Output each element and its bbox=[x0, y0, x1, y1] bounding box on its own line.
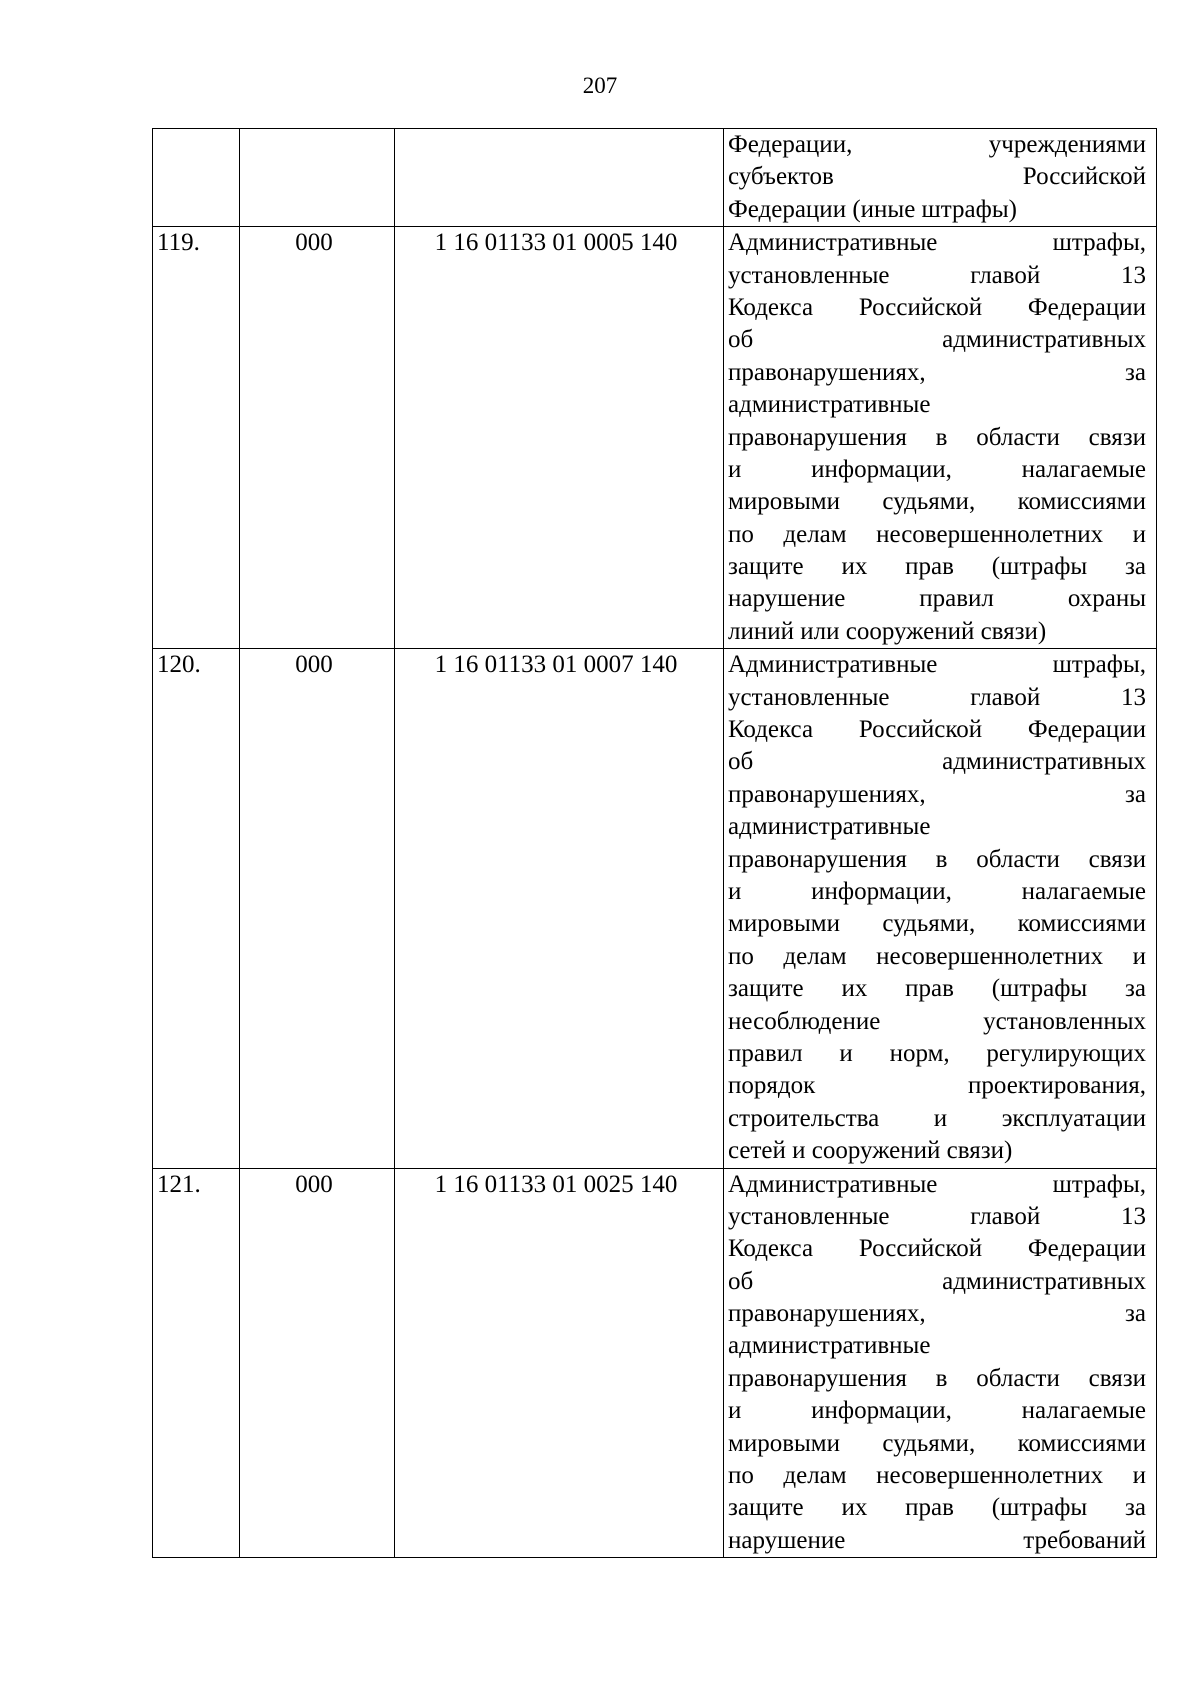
description-line: Федерации (иные штрафы) bbox=[728, 195, 1017, 223]
kbk-code-cell: 1 16 01133 01 0007 140 bbox=[395, 649, 724, 1168]
description-line: и информации, налагаемые bbox=[728, 1397, 1146, 1425]
description-cell bbox=[724, 649, 1157, 1168]
description-line: и информации, налагаемые bbox=[728, 877, 1146, 905]
description-line: линий или сооружений связи) bbox=[728, 617, 1047, 645]
row-number-cell: 120. bbox=[153, 649, 240, 1168]
description-line: по делам несовершеннолетних и bbox=[728, 942, 1146, 970]
table-row bbox=[153, 129, 1157, 227]
description-line: строительства и эксплуатации bbox=[728, 1104, 1146, 1132]
kbk-code-cell bbox=[395, 129, 724, 227]
description-line: правил и норм, регулирующих bbox=[728, 1039, 1146, 1067]
description-line: по делам несовершеннолетних и bbox=[728, 520, 1146, 548]
description-line: мировыми судьями, комиссиями bbox=[728, 488, 1146, 516]
description-line: правонарушения в области связи bbox=[728, 1364, 1146, 1392]
description-line: Административные штрафы, bbox=[728, 229, 1146, 257]
description-line: по делам несовершеннолетних и bbox=[728, 1462, 1146, 1490]
description-line: установленные главой 13 bbox=[728, 683, 1146, 711]
description-line: Административные штрафы, bbox=[728, 651, 1146, 679]
table-body bbox=[153, 129, 1157, 1558]
admin-code-cell: 000 bbox=[240, 649, 395, 1168]
description-line: Кодекса Российской Федерации bbox=[728, 293, 1146, 321]
description-line: несоблюдение установленных bbox=[728, 1007, 1146, 1035]
table-row bbox=[153, 649, 1157, 1168]
description-line: защите их прав (штрафы за bbox=[728, 553, 1146, 581]
row-number-cell bbox=[153, 129, 240, 227]
description-line: порядок проектирования, bbox=[728, 1072, 1146, 1100]
description-line: нарушение требований bbox=[728, 1526, 1146, 1554]
description-line: правонарушениях, за bbox=[728, 780, 1146, 808]
description-line: мировыми судьями, комиссиями bbox=[728, 1429, 1146, 1457]
description-line: защите их прав (штрафы за bbox=[728, 1494, 1146, 1522]
row-number-cell: 119. bbox=[153, 227, 240, 649]
description-line: правонарушения в области связи bbox=[728, 423, 1146, 451]
description-line: сетей и сооружений связи) bbox=[728, 1137, 1013, 1165]
description-line: Кодекса Российской Федерации bbox=[728, 716, 1146, 744]
description-line: защите их прав (штрафы за bbox=[728, 975, 1146, 1003]
description-line: правонарушения в области связи bbox=[728, 845, 1146, 873]
description-line: об административных bbox=[728, 1267, 1146, 1295]
kbk-code-cell: 1 16 01133 01 0025 140 bbox=[395, 1168, 724, 1558]
description-line: Кодекса Российской Федерации bbox=[728, 1235, 1146, 1263]
page-number: 207 bbox=[582, 73, 618, 98]
description-line: административные bbox=[728, 813, 931, 841]
description-cell bbox=[724, 1168, 1157, 1558]
table-row bbox=[153, 1168, 1157, 1558]
description-line: и информации, налагаемые bbox=[728, 455, 1146, 483]
description-cell bbox=[724, 227, 1157, 649]
description-line: нарушение правил охраны bbox=[728, 585, 1146, 613]
description-line: об административных bbox=[728, 748, 1146, 776]
table-row bbox=[153, 227, 1157, 649]
description-line: субъектов Российской bbox=[728, 163, 1146, 191]
description-line: установленные главой 13 bbox=[728, 261, 1146, 289]
admin-code-cell: 000 bbox=[240, 1168, 395, 1558]
admin-code-cell: 000 bbox=[240, 227, 395, 649]
description-line: Административные штрафы, bbox=[728, 1170, 1146, 1198]
description-line: установленные главой 13 bbox=[728, 1202, 1146, 1230]
kbk-code-cell: 1 16 01133 01 0005 140 bbox=[395, 227, 724, 649]
description-cell bbox=[724, 129, 1157, 227]
admin-code-cell bbox=[240, 129, 395, 227]
description-line: правонарушениях, за bbox=[728, 1300, 1146, 1328]
row-number-cell: 121. bbox=[153, 1168, 240, 1558]
budget-code-table bbox=[152, 128, 1157, 1558]
description-line: мировыми судьями, комиссиями bbox=[728, 910, 1146, 938]
description-line: правонарушениях, за bbox=[728, 358, 1146, 386]
description-line: административные bbox=[728, 391, 931, 419]
description-line: административные bbox=[728, 1332, 931, 1360]
description-line: об административных bbox=[728, 326, 1146, 354]
description-line: Федерации, учреждениями bbox=[728, 131, 1146, 158]
